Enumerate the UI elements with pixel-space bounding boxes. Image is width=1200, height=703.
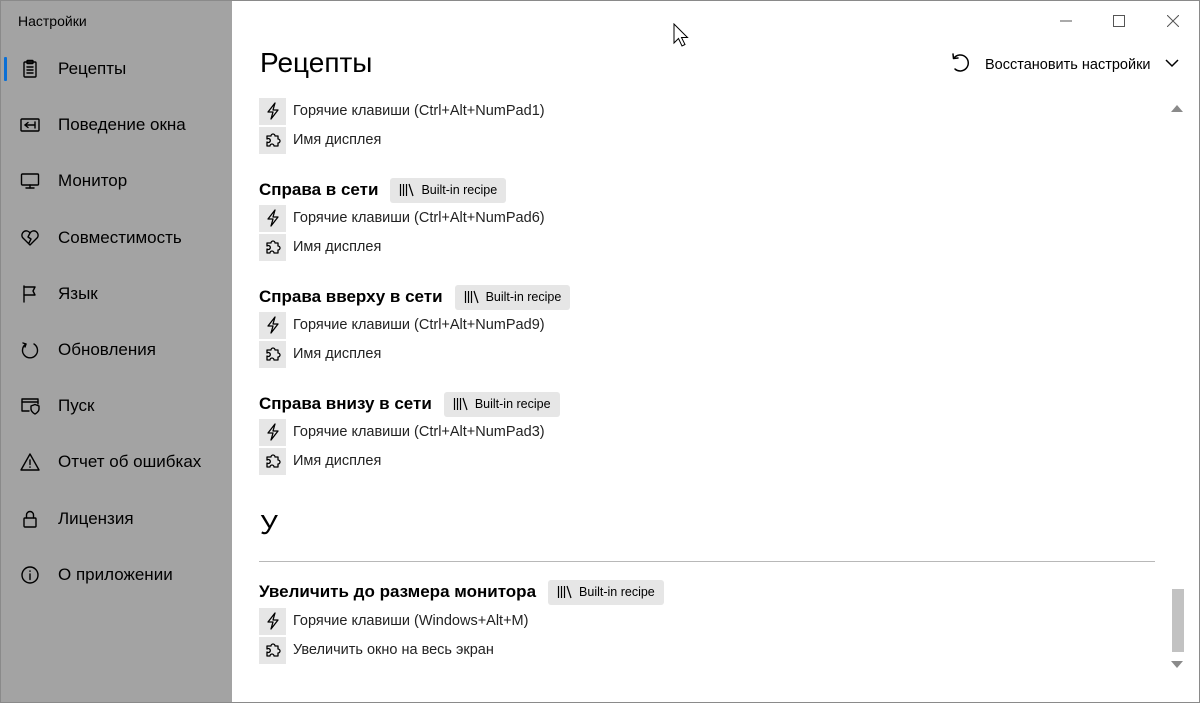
sidebar-item-label: Монитор	[58, 171, 128, 191]
scroll-down-button[interactable]	[1170, 658, 1184, 670]
sidebar-nav	[1, 41, 232, 603]
mouse-cursor-icon	[673, 23, 691, 49]
close-icon	[1167, 15, 1179, 27]
lightning-icon	[259, 419, 286, 446]
sidebar-item-label: О приложении	[58, 564, 173, 584]
sidebar-item-recipes[interactable]	[1, 41, 232, 97]
warning-icon	[19, 451, 41, 473]
hotkey-text: Горячие клавиши (Ctrl+Alt+NumPad9)	[293, 317, 545, 333]
display-row	[259, 340, 381, 368]
badge-label: Built-in recipe	[579, 585, 655, 599]
puzzle-icon	[259, 341, 286, 368]
section-divider	[259, 561, 1155, 562]
badge-label: Built-in recipe	[474, 397, 551, 411]
sidebar-item-label: Совместимость	[58, 227, 182, 247]
hotkey-row	[259, 607, 528, 635]
flag-icon	[19, 283, 41, 305]
hotkey-row	[259, 97, 545, 125]
library-icon	[464, 290, 479, 304]
built-in-badge	[390, 178, 506, 203]
maximize-icon	[1113, 15, 1125, 27]
sidebar-item-label: Лицензия	[58, 508, 134, 528]
startup-shield-icon	[19, 395, 41, 417]
lightning-icon	[259, 205, 286, 232]
sidebar	[1, 1, 232, 703]
sidebar-item-label: Язык	[58, 283, 98, 303]
library-icon	[453, 397, 468, 411]
section-letter: У	[260, 509, 278, 540]
undo-icon	[949, 52, 971, 79]
sidebar-item-monitor[interactable]	[1, 153, 232, 209]
sidebar-item-window-behavior[interactable]	[1, 97, 232, 153]
chevron-down-icon[interactable]	[1151, 56, 1179, 75]
triangle-up-icon	[1170, 102, 1184, 114]
display-text: Имя дисплея	[293, 453, 382, 469]
badge-label: Built-in recipe	[421, 183, 498, 197]
restore-settings-button[interactable]	[949, 51, 1179, 79]
hotkey-text: Горячие клавиши (Ctrl+Alt+NumPad1)	[293, 103, 545, 119]
window-keyboard-icon	[19, 114, 41, 136]
close-button[interactable]	[1146, 1, 1200, 41]
hotkey-row	[259, 204, 545, 232]
puzzle-icon	[259, 448, 286, 475]
action-row	[259, 636, 494, 664]
clipboard-icon	[19, 58, 41, 80]
restore-settings-label: Восстановить настройки	[985, 57, 1151, 73]
sidebar-item-label: Обновления	[58, 340, 156, 360]
sidebar-item-license[interactable]	[1, 491, 232, 547]
recipe-name: Справа вверху в сети	[259, 287, 443, 306]
display-row	[259, 233, 381, 261]
hotkey-row	[259, 418, 545, 446]
recipe-card[interactable]	[259, 177, 506, 203]
broken-heart-icon	[19, 227, 41, 249]
sidebar-item-error-report[interactable]	[1, 434, 232, 490]
action-text: Увеличить окно на весь экран	[293, 642, 494, 658]
recipes-list	[232, 91, 1172, 703]
recipe-name: Увеличить до размера монитора	[259, 582, 537, 601]
sidebar-item-label: Отчет об ошибках	[58, 452, 202, 472]
hotkey-text: Горячие клавиши (Ctrl+Alt+NumPad3)	[293, 424, 545, 440]
sidebar-item-compatibility[interactable]	[1, 210, 232, 266]
built-in-badge	[548, 580, 664, 605]
app-title: Настройки	[18, 13, 87, 29]
badge-label: Built-in recipe	[485, 290, 562, 304]
monitor-icon	[19, 170, 41, 192]
maximize-button[interactable]	[1092, 1, 1146, 41]
display-text: Имя дисплея	[293, 346, 382, 362]
recipe-card[interactable]	[259, 391, 560, 417]
display-text: Имя дисплея	[293, 239, 382, 255]
page-title: Рецепты	[260, 47, 373, 78]
sidebar-item-startup[interactable]	[1, 378, 232, 434]
puzzle-icon	[259, 637, 286, 664]
recipe-name: Справа внизу в сети	[259, 394, 432, 413]
sidebar-item-about[interactable]	[1, 547, 232, 603]
minimize-icon	[1060, 15, 1072, 27]
puzzle-icon	[259, 234, 286, 261]
display-text: Имя дисплея	[293, 132, 382, 148]
lightning-icon	[259, 98, 286, 125]
sidebar-item-updates[interactable]	[1, 322, 232, 378]
sidebar-item-label: Пуск	[58, 396, 95, 416]
sidebar-item-label: Рецепты	[58, 59, 127, 79]
recipe-card[interactable]	[259, 284, 570, 310]
info-icon	[19, 564, 41, 586]
sidebar-item-language[interactable]	[1, 266, 232, 322]
built-in-badge	[455, 285, 571, 310]
hotkey-text: Горячие клавиши (Windows+Alt+M)	[293, 613, 529, 629]
lightning-icon	[259, 312, 286, 339]
scroll-up-button[interactable]	[1170, 101, 1184, 113]
lock-icon	[19, 508, 41, 530]
sidebar-item-label: Поведение окна	[58, 115, 186, 135]
hotkey-row	[259, 311, 545, 339]
library-icon	[557, 585, 572, 599]
refresh-icon	[19, 339, 41, 361]
lightning-icon	[259, 608, 286, 635]
recipe-name: Справа в сети	[259, 180, 379, 199]
library-icon	[399, 183, 414, 197]
built-in-badge	[444, 392, 560, 417]
display-row	[259, 447, 381, 475]
scrollbar-thumb[interactable]	[1172, 589, 1184, 652]
recipe-card[interactable]	[259, 579, 664, 605]
puzzle-icon	[259, 127, 286, 154]
hotkey-text: Горячие клавиши (Ctrl+Alt+NumPad6)	[293, 210, 545, 226]
display-row	[259, 126, 381, 154]
minimize-button[interactable]	[1039, 1, 1093, 41]
triangle-down-icon	[1170, 659, 1184, 671]
